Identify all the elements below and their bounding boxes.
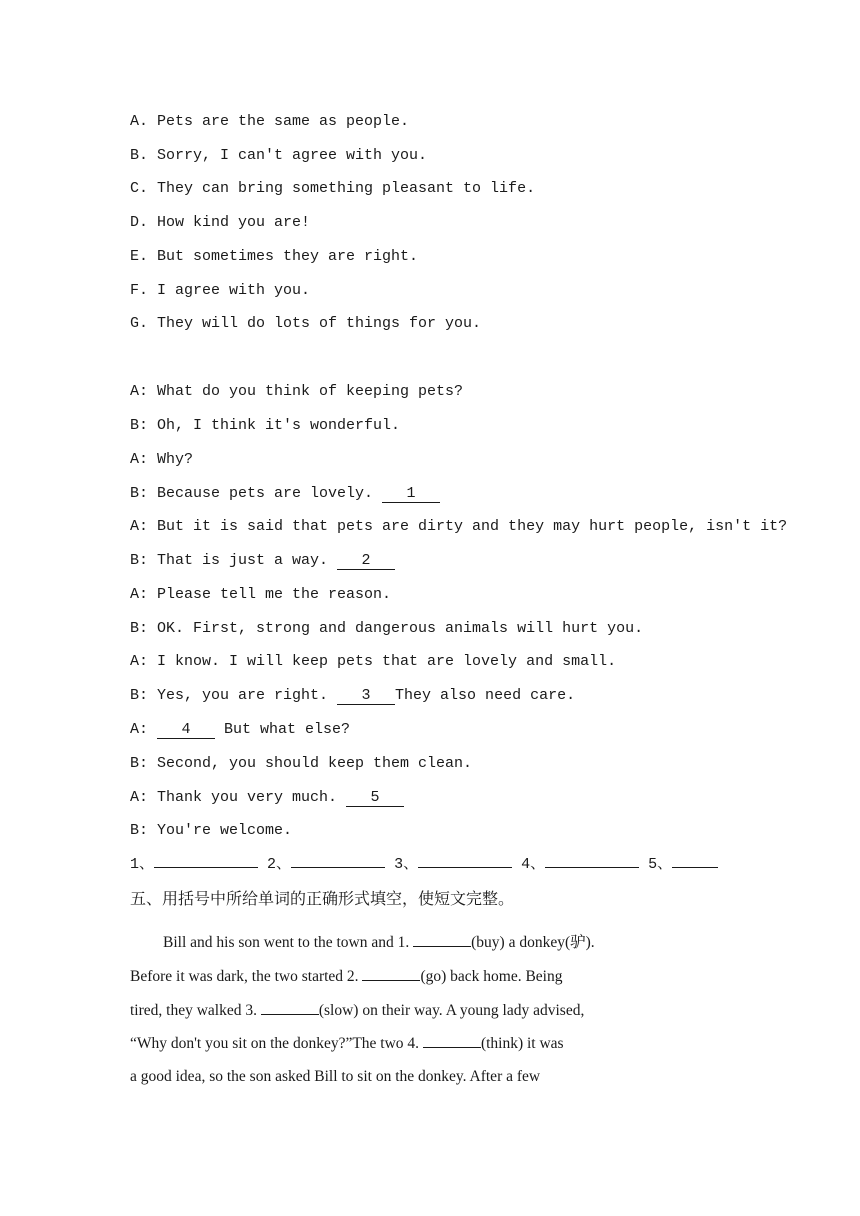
option-g: G. They will do lots of things for you. bbox=[130, 315, 482, 332]
option-d: D. How kind you are! bbox=[130, 214, 311, 231]
paragraph-text: (buy) a donkey(驴). bbox=[471, 934, 595, 951]
answer-blank-2[interactable] bbox=[291, 867, 385, 868]
option-a: A. Pets are the same as people. bbox=[130, 113, 410, 130]
dialogue-text: A: Thank you very much. bbox=[130, 789, 347, 806]
dialogue-line: A: What do you think of keeping pets? bbox=[130, 383, 464, 400]
paragraph-text: (slow) on their way. A young lady advised, bbox=[318, 1002, 585, 1019]
dialogue-line bbox=[130, 720, 350, 740]
dialogue-text: But what else? bbox=[215, 721, 351, 738]
blank-4: 4 bbox=[157, 722, 215, 739]
dialogue-line: B: Oh, I think it's wonderful. bbox=[130, 417, 401, 434]
fill-blank-3[interactable] bbox=[261, 1000, 319, 1015]
paragraph-text: Before it was dark, the two started 2. bbox=[130, 968, 363, 985]
paragraph-text: (go) back home. Being bbox=[420, 968, 563, 985]
answer-blank-4[interactable] bbox=[545, 867, 639, 868]
answer-number: 5、 bbox=[648, 856, 673, 873]
option-e: E. But sometimes they are right. bbox=[130, 248, 419, 265]
dialogue-text: B: That is just a way. bbox=[130, 552, 338, 569]
paragraph-text: (think) it was bbox=[480, 1035, 564, 1052]
section-title: 五、用括号中所给单词的正确形式填空，使短文完整。 bbox=[130, 889, 515, 908]
dialogue-line bbox=[130, 484, 440, 504]
paragraph-text: “Why don't you sit on the donkey?”The two 4. bbox=[130, 1035, 423, 1052]
answer-number: 4、 bbox=[521, 856, 546, 873]
option-c: C. They can bring something pleasant to life. bbox=[130, 180, 536, 197]
answer-blank-1[interactable] bbox=[154, 867, 258, 868]
answer-line bbox=[130, 855, 718, 875]
paragraph-text: Bill and his son went to the town and 1. bbox=[163, 934, 414, 951]
dialogue-line: B: You're welcome. bbox=[130, 822, 293, 839]
answer-blank-3[interactable] bbox=[418, 867, 512, 868]
dialogue-line: A: But it is said that pets are dirty and they may hurt people, isn't it? bbox=[130, 518, 788, 535]
paragraph-line bbox=[130, 1033, 710, 1054]
blank-3: 3 bbox=[337, 688, 395, 705]
dialogue-line: B: Second, you should keep them clean. bbox=[130, 755, 473, 772]
answer-number: 3、 bbox=[394, 856, 419, 873]
option-b: B. Sorry, I can't agree with you. bbox=[130, 147, 428, 164]
option-f: F. I agree with you. bbox=[130, 282, 311, 299]
fill-blank-4[interactable] bbox=[423, 1033, 481, 1048]
paragraph-line bbox=[163, 932, 743, 953]
answer-blank-5[interactable] bbox=[672, 867, 718, 868]
dialogue-line: A: I know. I will keep pets that are lovely and small. bbox=[130, 653, 617, 670]
paragraph-text: tired, they walked 3. bbox=[130, 1002, 261, 1019]
dialogue-line bbox=[130, 686, 575, 706]
dialogue-line bbox=[130, 788, 404, 808]
dialogue-line: B: OK. First, strong and dangerous animals will hurt you. bbox=[130, 620, 644, 637]
fill-blank-1[interactable] bbox=[413, 932, 471, 947]
dialogue-line: A: Please tell me the reason. bbox=[130, 586, 392, 603]
paragraph-line bbox=[130, 966, 710, 987]
dialogue-line: A: Why? bbox=[130, 451, 194, 468]
fill-blank-2[interactable] bbox=[362, 966, 420, 981]
dialogue-text: They also need care. bbox=[395, 687, 576, 704]
dialogue-text: B: Yes, you are right. bbox=[130, 687, 338, 704]
answer-number: 2、 bbox=[267, 856, 292, 873]
dialogue-text: B: Because pets are lovely. bbox=[130, 485, 383, 502]
dialogue-line bbox=[130, 551, 395, 571]
answer-number: 1、 bbox=[130, 856, 155, 873]
dialogue-text: A: bbox=[130, 721, 158, 738]
blank-1: 1 bbox=[382, 486, 440, 503]
blank-2: 2 bbox=[337, 553, 395, 570]
paragraph-line: a good idea, so the son asked Bill to sit on the donkey. After a few bbox=[130, 1068, 541, 1085]
blank-5: 5 bbox=[346, 790, 404, 807]
paragraph-line bbox=[130, 1000, 710, 1021]
